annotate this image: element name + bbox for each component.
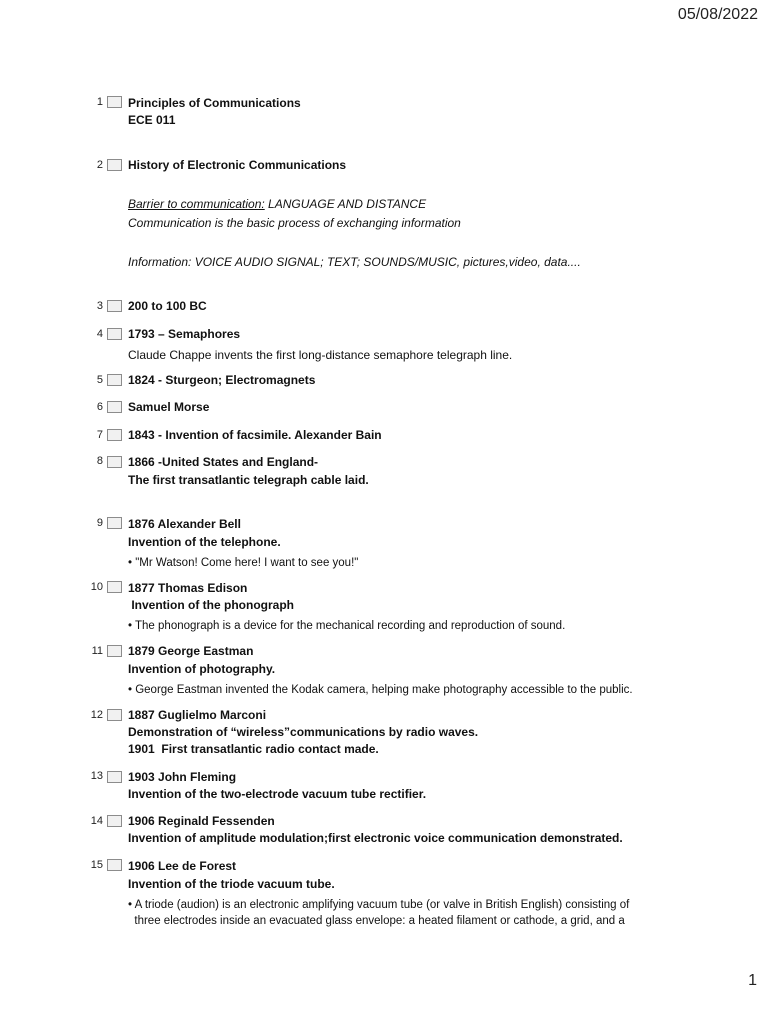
slide-thumbnail-checkbox[interactable] xyxy=(107,709,122,721)
slide-thumbnail-checkbox[interactable] xyxy=(107,374,122,386)
slide-number: 5 xyxy=(96,374,103,386)
slide-thumbnail-checkbox[interactable] xyxy=(107,456,122,468)
slide-title: 1879 George Eastman xyxy=(128,644,254,658)
bullet-point: • The phonograph is a device for the mechanical recording and reproduction of sound. xyxy=(128,620,566,632)
slide-subtitle: Invention of the telephone. xyxy=(128,535,281,549)
page-number: 1 xyxy=(748,972,757,989)
page-date: 05/08/2022 xyxy=(677,6,758,23)
slide-title: 1843 - Invention of facsimile. Alexander Bain xyxy=(128,428,382,442)
slide-subtitle: Demonstration of “wireless”communications by radio waves. xyxy=(128,725,479,739)
bullet-point: three electrodes inside an evacuated glass envelope: a heated filament or cathode, a grid, and a xyxy=(128,915,625,927)
slide-subtitle: Invention of amplitude modulation;first electronic voice communication demonstrated. xyxy=(128,831,623,845)
slide-title: History of Electronic Communications xyxy=(128,158,347,172)
slide-thumbnail-checkbox[interactable] xyxy=(107,581,122,593)
slide-number: 9 xyxy=(96,517,103,529)
slide-thumbnail-checkbox[interactable] xyxy=(107,517,122,529)
slide-number: 6 xyxy=(96,401,103,413)
bullet-point: • "Mr Watson! Come here! I want to see you!" xyxy=(128,557,359,569)
slide-thumbnail-checkbox[interactable] xyxy=(107,815,122,827)
slide-number: 15 xyxy=(90,859,103,871)
slide-thumbnail-checkbox[interactable] xyxy=(107,300,122,312)
barrier-label: Barrier to communication: xyxy=(128,197,265,211)
slide-thumbnail-checkbox[interactable] xyxy=(107,645,122,657)
bullet-point: • A triode (audion) is an electronic amplifying vacuum tube (or valve in British English) consisting of xyxy=(128,899,630,911)
slide-number: 7 xyxy=(96,429,103,441)
slide-number: 3 xyxy=(96,300,103,312)
slide-number: 4 xyxy=(96,328,103,340)
slide-number: 8 xyxy=(96,455,103,467)
slide-title: 1906 Reginald Fessenden xyxy=(128,814,275,828)
slide-number: 12 xyxy=(90,709,103,721)
slide-thumbnail-checkbox[interactable] xyxy=(107,328,122,340)
slide-thumbnail-checkbox[interactable] xyxy=(107,429,122,441)
slide-title: 1866 -United States and England- xyxy=(128,455,319,469)
barrier-note xyxy=(128,196,426,212)
slide-subtitle: Invention of the triode vacuum tube. xyxy=(128,877,335,891)
slide-number: 1 xyxy=(96,96,103,108)
bullet-point: • George Eastman invented the Kodak camera, helping make photography accessible to the public. xyxy=(128,684,633,696)
slide-thumbnail-checkbox[interactable] xyxy=(107,159,122,171)
slide-subtitle: The first transatlantic telegraph cable laid. xyxy=(128,473,369,487)
slide-subtitle: Invention of photography. xyxy=(128,662,276,676)
slide-number: 14 xyxy=(90,815,103,827)
slide-subtitle: Invention of the two-electrode vacuum tube rectifier. xyxy=(128,787,427,801)
slide-number: 11 xyxy=(91,645,103,657)
slide-thumbnail-checkbox[interactable] xyxy=(107,96,122,108)
slide-title: 1903 John Fleming xyxy=(128,770,237,784)
slide-title: 1877 Thomas Edison xyxy=(128,581,248,595)
slide-number: 13 xyxy=(90,770,103,782)
slide-title: 1906 Lee de Forest xyxy=(128,859,237,873)
barrier-value: LANGUAGE AND DISTANCE xyxy=(264,197,427,211)
slide-title: 1887 Guglielmo Marconi xyxy=(128,708,267,722)
slide-subtitle: Invention of the phonograph xyxy=(128,598,294,612)
slide-title: Samuel Morse xyxy=(128,400,210,414)
slide-title: 200 to 100 BC xyxy=(128,299,207,313)
slide-thumbnail-checkbox[interactable] xyxy=(107,401,122,413)
slide-description: Claude Chappe invents the first long-distance semaphore telegraph line. xyxy=(128,348,513,362)
definition-note: Communication is the basic process of exchanging information xyxy=(128,216,461,230)
information-note: Information: VOICE AUDIO SIGNAL; TEXT; SOUNDS/MUSIC, pictures,video, data.... xyxy=(128,255,581,269)
slide-subtitle: ECE 011 xyxy=(128,113,176,127)
slide-number: 10 xyxy=(90,581,103,593)
slide-title: 1793 – Semaphores xyxy=(128,327,241,341)
slide-title: 1876 Alexander Bell xyxy=(128,517,241,531)
slide-title: Principles of Communications xyxy=(128,96,301,110)
slide-thumbnail-checkbox[interactable] xyxy=(107,859,122,871)
slide-title: 1824 - Sturgeon; Electromagnets xyxy=(128,373,316,387)
slide-subtitle: 1901 First transatlantic radio contact made. xyxy=(128,742,379,756)
slide-thumbnail-checkbox[interactable] xyxy=(107,771,122,783)
slide-number: 2 xyxy=(96,159,103,171)
